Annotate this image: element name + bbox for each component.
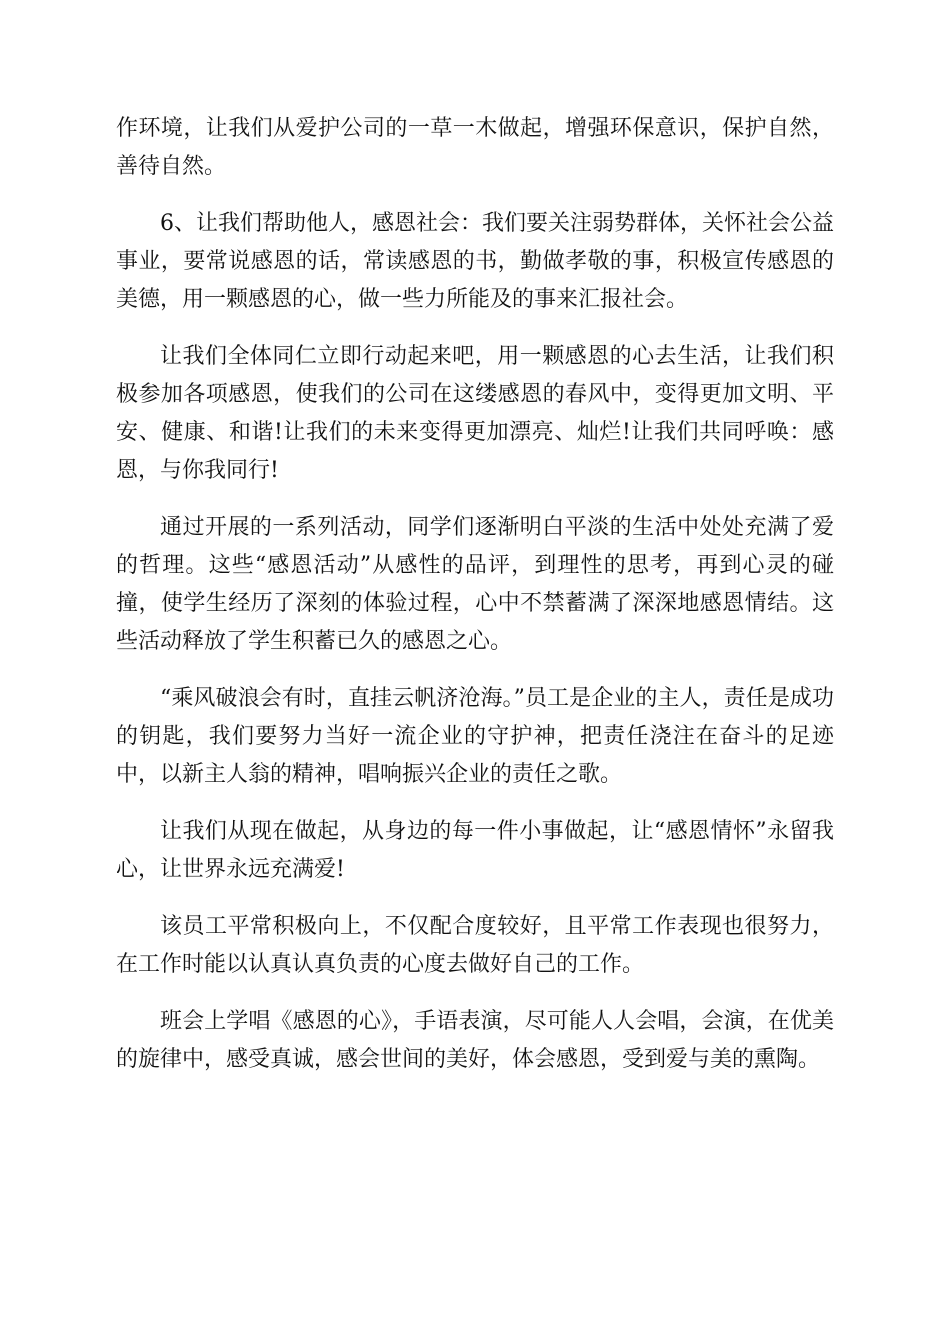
- paragraph-class-meeting: 班会上学唱《感恩的心》，手语表演，尽可能人人会唱，会演，在优美的旋律中，感受真诚，感会世间的美好，体会感恩，受到爱与美的熏陶。: [116, 1009, 834, 1072]
- paragraph-item-6: 6、让我们帮助他人，感恩社会：我们要关注弱势群体，关怀社会公益事业，要常说感恩的话，常读感恩的书，勤做孝敬的事，积极宣传感恩的美德，用一颗感恩的心，做一些力所能及的事来汇报社会。: [116, 211, 834, 312]
- paragraph-continuation: 作环境，让我们从爱护公司的一草一木做起，增强环保意识，保护自然，善待自然。: [116, 116, 834, 179]
- paragraph-call-to-action: 让我们全体同仁立即行动起来吧，用一颗感恩的心去生活，让我们积极参加各项感恩，使我们的公司在这缕感恩的春风中，变得更加文明、平安、健康、和谐!让我们的未来变得更加漂亮、灿烂!让我们共同呼唤：感恩，与你我同行!: [116, 344, 834, 483]
- paragraph-activities: 通过开展的一系列活动，同学们逐渐明白平淡的生活中处处充满了爱的哲理。这些“感恩活动”从感性的品评，到理性的思考，再到心灵的碰撞，使学生经历了深刻的体验过程，心中不禁蓄满了深深地感恩情结。这些活动释放了学生积蓄已久的感恩之心。: [116, 515, 834, 654]
- document-body: [116, 110, 834, 1098]
- paragraph-employee-review: 该员工平常积极向上，不仅配合度较好，且平常工作表现也很努力，在工作时能以认真认真负责的心度去做好自己的工作。: [116, 914, 834, 977]
- paragraph-start-now: 让我们从现在做起，从身边的每一件小事做起，让“感恩情怀”永留我心，让世界永远充满爱!: [116, 819, 834, 882]
- paragraph-quote: “乘风破浪会有时，直挂云帆济沧海。”员工是企业的主人，责任是成功的钥匙，我们要努力当好一流企业的守护神，把责任浇注在奋斗的足迹中，以新主人翁的精神，唱响振兴企业的责任之歌。: [116, 686, 834, 787]
